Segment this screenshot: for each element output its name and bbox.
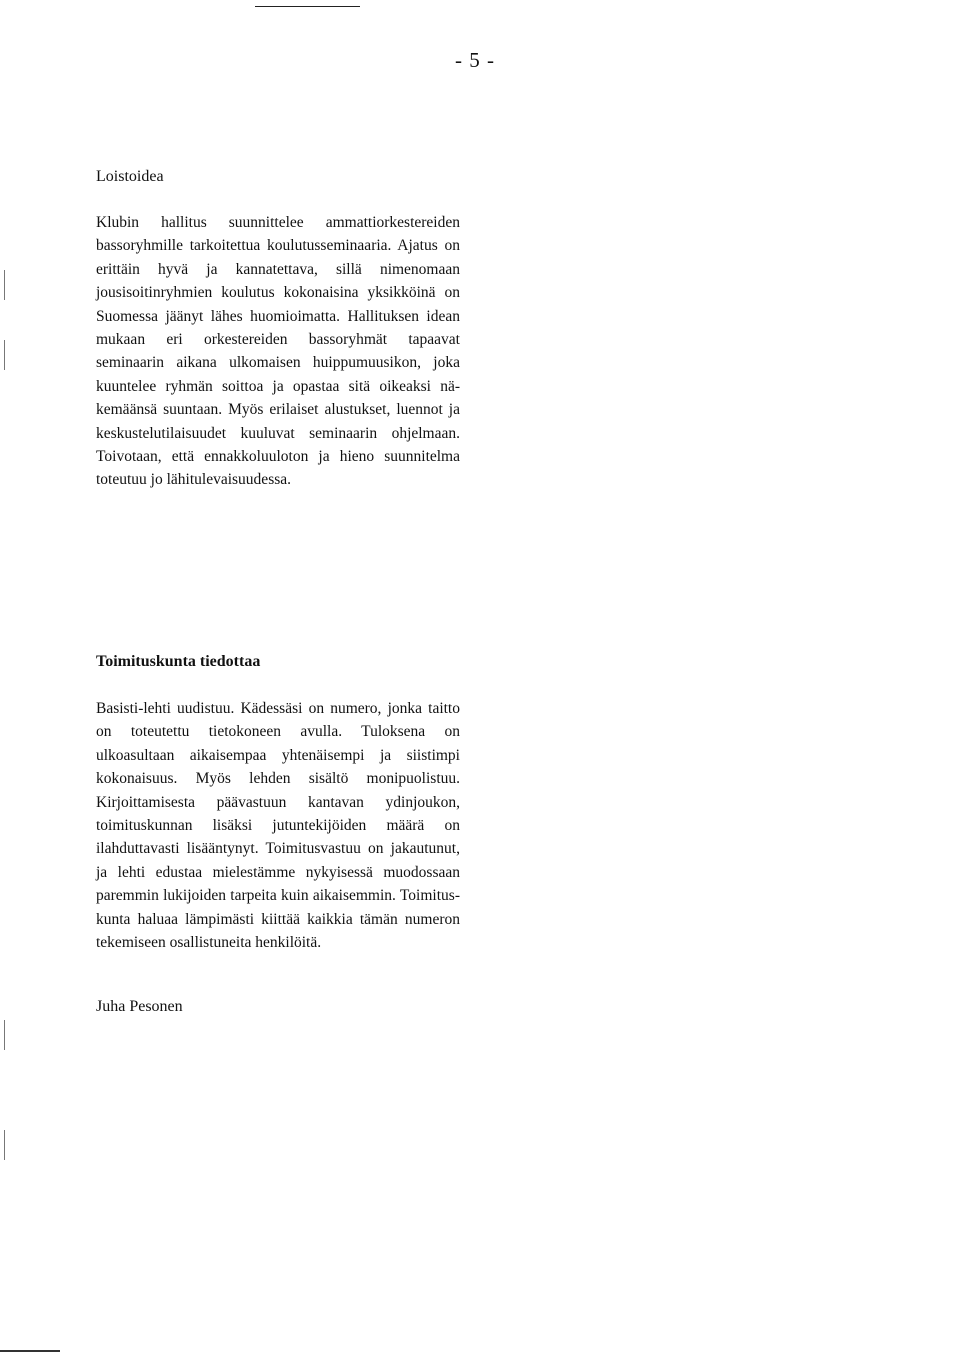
- section-title-toimituskunta: Toimituskunta tiedottaa: [96, 653, 261, 670]
- section-title-loistoidea: Loistoidea: [96, 168, 164, 185]
- scan-edge-mark: [4, 1020, 5, 1050]
- page-number: - 5 -: [455, 48, 495, 72]
- signature-container: [96, 995, 460, 1019]
- section-loistoidea-body-container: [96, 211, 460, 492]
- scan-edge-mark: [4, 270, 5, 300]
- section-loistoidea-body: Klubin hallitus suunnittelee ammattiorkestereiden bassoryhmille tarkoitettua koulutusseminaaria. Ajatus on erittäin hyvä ja kannatettava, sillä nimenomaan jousisoitinryhmien koulutus kokonaisina yksikköinä on Suomessa jäänyt lähes huomioimatta. Hallituksen idean mukaan eri orkestereiden bassoryhmät tapaavat seminaarin aikana ulkomaisen huippumuusikon, joka kuuntelee ryhmän soittoa ja opastaa sitä oikeaksi näkemäänsä suuntaan. Myös erilaiset alustukset, luennot ja keskustelutilaisuudet kuuluvat seminaarin ohjelmaan. Toivotaan, että ennakkoluuloton ja hieno suunnitelma toteutuu jo lähitulevaisuudessa.: [96, 214, 460, 489]
- signature: Juha Pesonen: [96, 998, 183, 1015]
- section-toimituskunta-body: Basisti-lehti uudistuu. Kädessäsi on numero, jonka taitto on toteutettu tietokoneen avulla. Tuloksena on ulkoasultaan aikaisempaa yhtenäisempi ja siistimpi kokonaisuus. Myös lehden sisältö monipuolistuu. Kirjoittamisesta päävastuun kantavan ydinjoukon, toimituskunnan lisäksi jutuntekijöiden määrä on ilahduttavasti lisääntynyt. Toimitusvastuu on jakautunut, ja lehti edustaa mielestämme nykyisessä muodossaan paremmin lukijoiden tarpeita kuin aikaisemmin. Toimituskunta haluaa lämpimästi kiittää kaikkia tämän numeron tekemiseen osallistuneita henkilöitä.: [96, 700, 460, 952]
- scan-edge-mark: [4, 1130, 5, 1160]
- section-toimituskunta-body-container: [96, 697, 460, 954]
- scan-edge-mark-bottom: [0, 1350, 60, 1352]
- top-rule: [255, 6, 360, 7]
- scan-edge-mark: [4, 340, 5, 370]
- section-toimituskunta: [96, 650, 460, 674]
- section-loistoidea: [96, 165, 460, 189]
